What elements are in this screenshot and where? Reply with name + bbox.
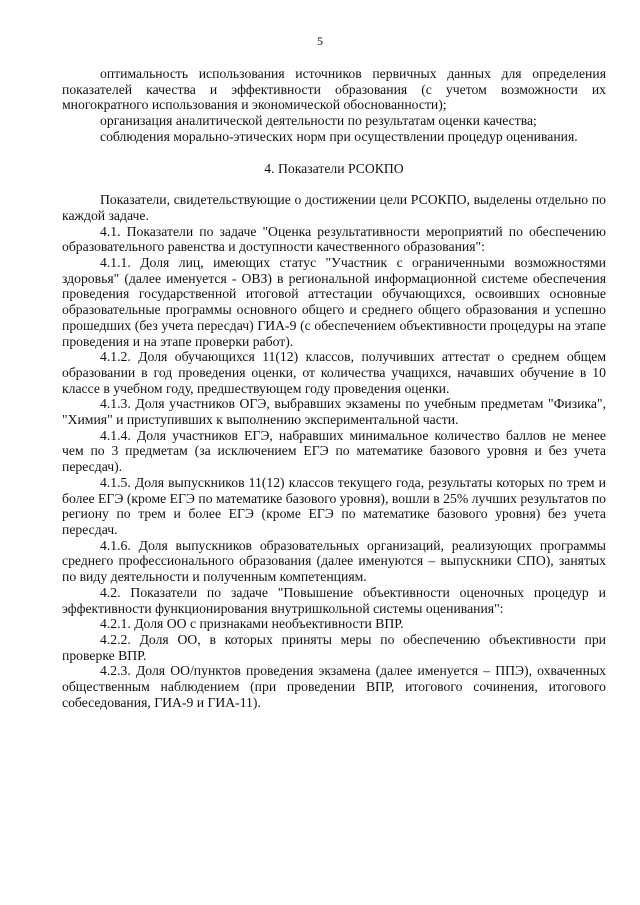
paragraph-4-2-2: 4.2.2. Доля ОО, в которых приняты меры по обеспечению объективности при проверке ВПР. bbox=[62, 631, 606, 663]
paragraph-4-2: 4.2. Показатели по задаче "Повышение объективности оценочных процедур и эффективности функционирования внутришкольной системы оценивания": bbox=[62, 584, 606, 616]
page-number: 5 bbox=[317, 34, 323, 48]
paragraph-optimality: оптимальность использования источников первичных данных для определения показателей качества и эффективности образования (с учетом возможности их многократного использования и экономической обоснованности); bbox=[62, 66, 606, 113]
paragraph-4-2-3: 4.2.3. Доля ОО/пунктов проведения экзамена (далее именуется – ППЭ), охваченных общественным наблюдением (при проведении ВПР, итогового сочинения, итогового собеседования, ГИА-9 и ГИА-11). bbox=[62, 663, 606, 710]
paragraph-indicators-intro: Показатели, свидетельствующие о достижении цели РСОКПО, выделены отдельно по каждой задаче. bbox=[62, 192, 606, 223]
paragraph-4-2-1: 4.2.1. Доля ОО с признаками необъективности ВПР. bbox=[100, 616, 404, 632]
paragraph-ethics: соблюдения морально-этических норм при осуществлении процедур оценивания. bbox=[100, 128, 578, 144]
paragraph-analytics: организация аналитической деятельности по результатам оценки качества; bbox=[100, 113, 537, 129]
paragraph-4-1-4: 4.1.4. Доля участников ЕГЭ, набравших минимальное количество баллов не менее чем по 3 предметам (за исключением ЕГЭ по математике базового уровня и без учета пересдач). bbox=[62, 427, 606, 475]
section-heading: 4. Показатели РСОКПО bbox=[264, 160, 404, 176]
document-body bbox=[62, 66, 606, 710]
paragraph-4-1-3: 4.1.3. Доля участников ОГЭ, выбравших экзамены по учебным предметам "Физика", "Химия" и приступивших к выполнению экспериментальной части. bbox=[62, 396, 606, 428]
paragraph-4-1-5: 4.1.5. Доля выпускников 11(12) классов текущего года, результаты которых по трем и более ЕГЭ (кроме ЕГЭ по математике базового уровня), вошли в 25% лучших результатов по региону по трем и более ЕГЭ (кроме ЕГЭ по математике базового уровня) без учета пересдач. bbox=[62, 474, 606, 537]
paragraph-4-1-2: 4.1.2. Доля обучающихся 11(12) классов, получивших аттестат о среднем общем образовании в год проведения оценки, от количества учащихся, начавших обучение в 10 классе в учебном году, предшествующем году проведения оценки. bbox=[62, 349, 606, 396]
paragraph-4-1-6: 4.1.6. Доля выпускников образовательных организаций, реализующих программы среднего профессионального образования (далее именуются – выпускники СПО), занятых по виду деятельности и полученным компетенциям. bbox=[62, 537, 606, 585]
paragraph-4-1: 4.1. Показатели по задаче "Оценка результативности мероприятий по обеспечению образовательного равенства и доступности качественного образования": bbox=[62, 223, 606, 255]
paragraph-4-1-1: 4.1.1. Доля лиц, имеющих статус "Участник с ограниченными возможностями здоровья" (далее именуется - ОВЗ) в региональной информационной системе обеспечения проведения государственной итоговой аттестации обучающихся, освоивших основные образовательные программы основного общего и среднего общего образования и успешно прошедших (без учета пересдач) ГИА-9 (с обеспечением объективности процедуры на этапе проведения и на этапе проверки работ). bbox=[62, 255, 606, 349]
